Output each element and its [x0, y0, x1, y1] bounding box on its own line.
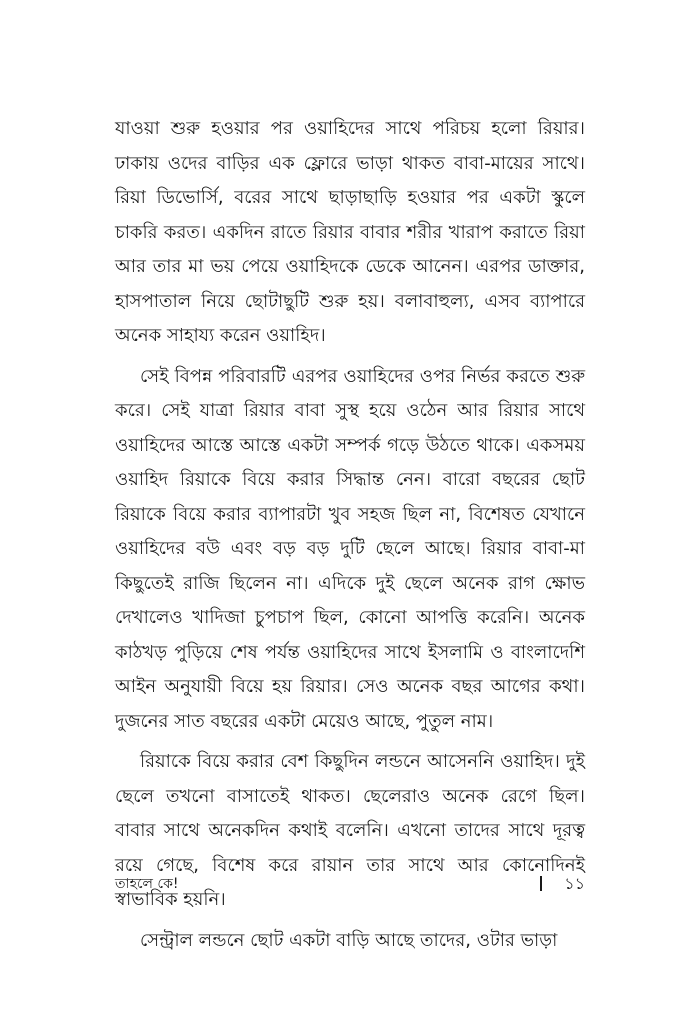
paragraph-continued: যাওয়া শুরু হওয়ার পর ওয়াহিদের সাথে পরিচয় হলো রিয়ার। ঢাকায় ওদের বাড়ির এক ফ্লোরে ভাড়া থাকত বাবা-মায়ের সাথে। রিয়া ডিভোর্সি, বরের সাথে ছাড়াছাড়ি হওয়ার পর একটা স্কুলে চাকরি করত। একদিন রাতে রিয়ার বাবার শরীর খারাপ করাতে রিয়া আর তার মা ভয় পেয়ে ওয়াহিদকে ডেকে আনেন। এরপর ডাক্তার, হাসপাতাল নিয়ে ছোটাছুটি শুরু হয়। বলাবাহুল্য, এসব ব্যাপারে অনেক সাহায্য করেন ওয়াহিদ।	[115, 118, 585, 346]
footer-divider	[540, 876, 542, 891]
paragraph: রিয়াকে বিয়ে করার বেশ কিছুদিন লন্ডনে আসেননি ওয়াহিদ। দুই ছেলে তখনো বাসাতেই থাকত। ছেলেরাও অনেক রেগে ছিল। বাবার সাথে অনেকদিন কথাই বলেনি। এখনো তাদের সাথে দূরত্ব রয়ে গেছে, বিশেষ করে রায়ান তার সাথে আর কোনোদিনই স্বাভাবিক হয়নি।	[115, 751, 585, 910]
page-footer	[115, 872, 585, 896]
page-number: ১১	[564, 874, 585, 893]
running-title: তাহলে কে!	[115, 876, 179, 892]
paragraph: সেই বিপন্ন পরিবারটি এরপর ওয়াহিদের ওপর নির্ভর করতে শুরু করে। সেই যাত্রা রিয়ার বাবা সুস্থ হয়ে ওঠেন আর রিয়ার সাথে ওয়াহিদের আস্তে আস্তে একটা সম্পর্ক গড়ে উঠতে থাকে। একসময় ওয়াহিদ রিয়াকে বিয়ে করার সিদ্ধান্ত নেন। বারো বছরের ছোট রিয়াকে বিয়ে করার ব্যাপারটা খুব সহজ ছিল না, বিশেষত যেখানে ওয়াহিদের বউ এবং বড় বড় দুটি ছেলে আছে। রিয়ার বাবা-মা কিছুতেই রাজি ছিলেন না। এদিকে দুই ছেলে অনেক রাগ ক্ষোভ দেখালেও খাদিজা চুপচাপ ছিল, কোনো আপত্তি করেনি। অনেক কাঠখড় পুড়িয়ে শেষ পর্যন্ত ওয়াহিদের সাথে ইসলামি ও বাংলাদেশি আইন অনুযায়ী বিয়ে হয় রিয়ার। সেও অনেক বছর আগের কথা। দুজনের সাত বছরের একটা মেয়েও আছে, পুতুল নাম।	[115, 365, 585, 732]
paragraph: সেন্ট্রাল লন্ডনে ছোট একটা বাড়ি আছে তাদের, ওটার ভাড়া	[140, 929, 558, 951]
body-text	[115, 112, 585, 964]
